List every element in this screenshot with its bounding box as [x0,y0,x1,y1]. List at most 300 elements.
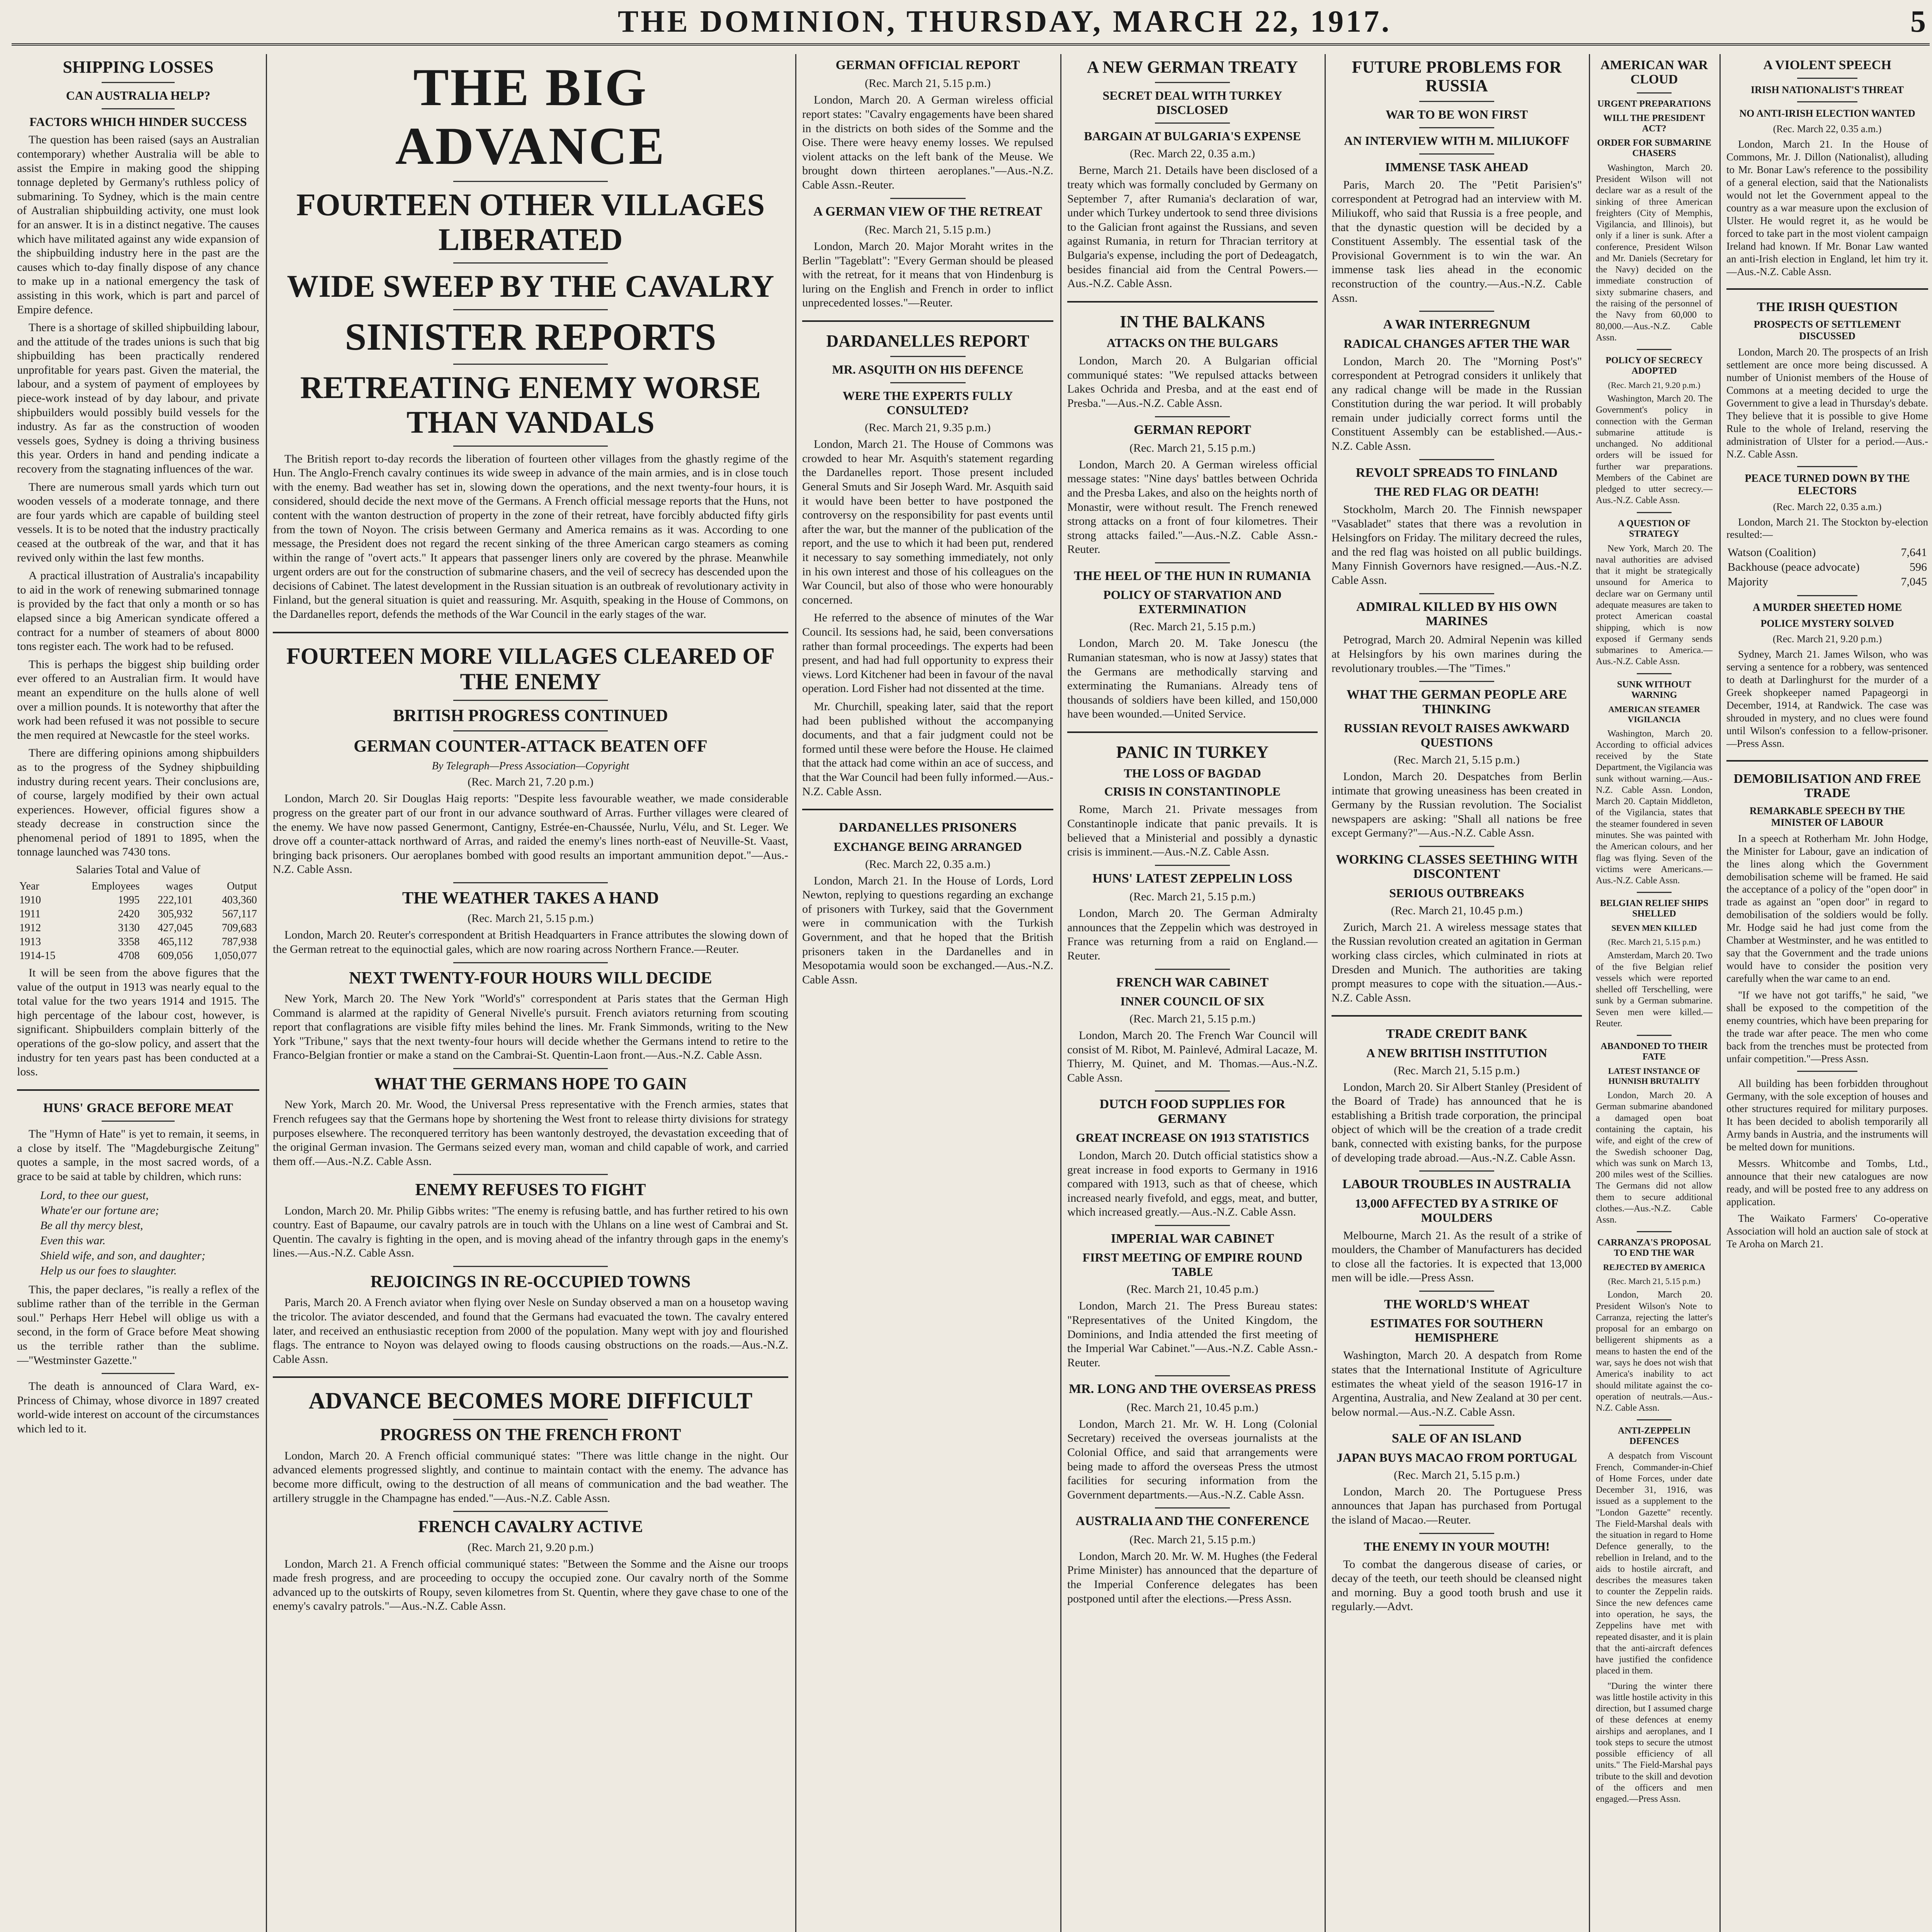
subheadline: AMERICAN STEAMER VIGILANCIA [1608,704,1700,724]
subheadline: 13,000 AFFECTED BY A STRIKE OF MOULDERS [1355,1196,1559,1225]
divider [453,1266,608,1267]
headline: HUNS' LATEST ZEPPELIN LOSS [1092,871,1293,886]
column-rule [1325,54,1326,1932]
article-paragraph: Washington, March 20. According to official advices received by the State Department, the Vigilancia was sunk without warning.—Aus.-N.Z. Cable Assn. London, March 20. Captain Middleton, of the Vigilancia, states that the steamer foundered in seven minutes. She was painted with the American colours, and her flag was flying. Seven of the victims were Americans.—Aus.-N.Z. Cable Assn. [1596,728,1713,886]
divider [453,364,608,365]
headline: A QUESTION OF STRATEGY [1617,518,1691,539]
subheadline: AN INTERVIEW WITH M. MILIUKOFF [1344,133,1570,148]
headline: SINISTER REPORTS [345,315,716,359]
dateline: (Rec. March 22, 0.35 a.m.) [865,857,991,871]
poem-line: Lord, to thee our guest, [40,1189,149,1202]
divider [1155,1375,1230,1376]
table-cell: 787,938 [222,936,257,948]
subheadline: CRISIS IN CONSTANTINOPLE [1104,784,1281,799]
result-row [1727,575,1927,589]
subheadline: POLICY OF STARVATION AND EXTERMINATION [1103,588,1282,616]
masthead-rule [12,43,1930,46]
divider [102,82,174,83]
subheadline: ESTIMATES FOR SOUTHERN HEMISPHERE [1370,1316,1543,1345]
candidate-name: Watson (Coalition) [1728,546,1816,559]
headline: IMPERIAL WAR CABINET [1111,1231,1274,1246]
table-cell: 4708 [118,950,140,962]
subheadline: REMARKABLE SPEECH BY THE MINISTER OF LABOUR [1749,805,1905,828]
article-paragraph: Rome, March 21. Private messages from Constantinople indicate that panic prevails. It is believed that a Ministerial and possibly a dynastic crisis is imminent.—Aus.-N.Z. Cable Assn. [1067,803,1318,859]
headline: AMERICAN WAR CLOUD [1600,58,1708,87]
divider [1332,1015,1582,1017]
headline: A WAR INTERREGNUM [1383,317,1531,332]
divider [1797,78,1858,79]
article-paragraph: London, March 20. Reuter's correspondent at British Headquarters in France attributes the slowing down of the German retreat to the equinoctial gales, which are now roaring across Northern France.—Reuter. [273,929,788,956]
result-row [1727,560,1927,574]
table-cell: 465,112 [158,936,193,948]
headline: A VIOLENT SPEECH [1763,58,1891,72]
article-paragraph: Washington, March 20. The Government's policy in connection with the German submarine attitude is unchanged. No additional orders will be issued for further war preparations. Members of the Cabinet are pledged to utter secrecy.—Aus.-N.Z. Cable Assn. [1596,394,1713,506]
divider [1419,681,1494,682]
divider [1637,349,1672,350]
column-german-treaty [1062,54,1323,1932]
dateline: (Rec. March 21, 5.15 p.m.) [1129,1533,1255,1546]
candidate-name: Majority [1728,575,1768,588]
divider [1155,865,1230,866]
article-paragraph: London, March 20. A French official communiqué states: "There was little change in the night. Our advanced elements progressed slightly, and continue to maintain contact with the enemy. The advance has become more difficult, owing to the destruction of all means of communication and the bad weather. The artillery struggle in the Champagne has ended."—Aus.-N.Z. Cable Assn. [273,1449,788,1505]
divider [1637,512,1672,513]
article-paragraph: London, March 21. Mr. W. H. Long (Colonial Secretary) received the overseas journalists at the Colonial Office, and said that arrangements were being made to afford the overseas Press the utmost facilities for securing information from the Government departments.—Aus.-N.Z. Cable Assn. [1067,1417,1318,1501]
table-cell: 709,683 [222,922,257,934]
article-paragraph: New York, March 20. The New York "World's" correspondent at Paris states that the German High Command is alarmed at the rapidity of General Nivelle's pursuit. French aviators returning from scouting report that conflagrations are visible fifty miles behind the lines. Mr. Frank Simmonds, writing to the New York "Tribune," says that the next twenty-four hours will decide whether the Germans intend to retire to the Franco-Belgian frontier or make a stand on the Cambrai-St. Quentin-Laon front.—Aus.-N.Z. Cable Assn. [273,992,788,1062]
poem-line: Help us our foes to slaughter. [40,1264,177,1277]
dateline: (Rec. March 21, 5.15 p.m.) [1608,1276,1701,1286]
subheadline: NO ANTI-IRISH ELECTION WANTED [1739,108,1915,119]
article-paragraph: London, March 20. Despatches from Berlin intimate that growing uneasiness has been created in Germany by the Russian revolution. The Socialist newspapers are asking: "Shall all nations be free except Germany?"—Aus.-N.Z. Cable Assn. [1332,770,1582,840]
subheadline: THE LOSS OF BAGDAD [1124,766,1261,781]
headline: SUNK WITHOUT WARNING [1617,679,1692,700]
headline: WIDE SWEEP BY THE CAVALRY [287,268,774,304]
headline: THE IRISH QUESTION [1757,299,1898,314]
divider [1419,1170,1494,1172]
page-number: 5 [1910,5,1926,39]
dateline: (Rec. March 21, 5.15 p.m.) [865,223,991,236]
dateline: (Rec. March 21, 5.15 p.m.) [468,912,594,925]
dateline: (Rec. March 21, 5.15 p.m.) [1129,441,1255,454]
table-row [17,907,259,921]
subheadline: URGENT PREPARATIONS [1597,99,1711,109]
headline: IN THE BALKANS [1120,312,1265,331]
masthead [0,0,1932,43]
divider [453,446,608,447]
divider [1155,82,1230,83]
headline: A MURDER SHEETED HOME [1752,602,1902,614]
article-paragraph: London, March 20. Mr. W. M. Hughes (the Federal Prime Minister) has announced that the departure of the Imperial Conference delegates has been postponed until after the elections.—Press Assn. [1067,1549,1318,1605]
article-paragraph: New York, March 20. The naval authorities are advised that it might be strategically unsound for America to declare war on Germany until adequate measures are taken to protect American coastal shipping, which is now exposed if Germany sends submarines to America.—Aus.-N.Z. Cable Assn. [1596,543,1713,667]
divider [1419,1425,1494,1426]
article-paragraph: In a speech at Rotherham Mr. John Hodge, the Minister for Labour, gave an indication of the lines along which the Government demobilisation scheme will be framed. He said the acceptance of a policy of the "open door" in trade as against an "open door" in regard to demobilisation of the soldiers would be folly. Mr. Hodge said he had just come from the Chamber at Westminster, and he was entitled to say that the Government and the trade unions would have to consider the position very carefully when the war came to an end. [1726,832,1928,984]
subheadline: PROGRESS ON THE FRENCH FRONT [380,1425,681,1444]
subheadline: RADICAL CHANGES AFTER THE WAR [1344,336,1570,350]
dateline: (Rec. March 21, 10.45 p.m.) [1391,904,1523,917]
divider [890,198,966,199]
subheadline: A NEW BRITISH INSTITUTION [1366,1046,1547,1060]
divider [273,632,788,633]
column-american-war-cloud-content [1590,54,1718,1932]
divider [890,382,966,383]
divider [1067,301,1318,303]
poem-line: Even this war. [40,1234,106,1247]
divider [453,1068,608,1069]
headline: CARRANZA'S PROPOSAL TO END THE WAR [1597,1238,1711,1259]
column-rule [1589,54,1590,1932]
headline: WHAT THE GERMAN PEOPLE ARE THINKING [1346,687,1567,716]
headline: THE WORLD'S WHEAT [1384,1297,1529,1311]
headline: WHAT THE GERMANS HOPE TO GAIN [374,1074,687,1093]
article-paragraph: Washington, March 20. A despatch from Rome states that the International Institute of Agriculture estimates the wheat yield of the season 1916-17 in Argentina, Australia, and New Zealand at 30 per cent. below normal.—Aus.-N.Z. Cable Assn. [1332,1349,1582,1418]
table-cell: 1910 [19,894,41,906]
table-cell: 427,045 [158,922,193,934]
copyright-credit: By Telegraph—Press Association—Copyright [432,760,629,772]
table-cell: 305,932 [158,908,193,920]
grace-poem [40,1188,259,1278]
article-paragraph: Petrograd, March 20. Admiral Nepenin was killed at Helsingfors by his own marines during the revolutionary troubles.—The "Times." [1332,633,1582,675]
table-cell: 1913 [19,936,41,948]
dateline: (Rec. March 21, 5.15 p.m.) [1394,1468,1520,1481]
summary-paragraph: The British report to-day records the liberation of fourteen other villages from the ghastly regime of the Hun. The Anglo-French cavalry continues its wide sweep in advance of the main armies, and is in close touch with the enemy. Bad weather has set in, slowing down the operations, and the next twenty-four hours, it is considered, should decide the next move of the Germans. A French official message reports that the Huns, not content with the wanton destruction of property in the zone of their retreat, have forcibly abducted fifty girls from the town of Noyon. The crisis between Germany and America remains as it was. According to one message, the President does not regard the recent sinking of the three American cargo steamers as coming within the range of "overt acts." It appears that passenger liners only are covered by the phrase. Meanwhile urgent orders are out for the construction of submarine chasers, and the veil of secrecy has descended upon the decisions of Cabinet. The latest development in the Russian situation is an outbreak of revolutionary activity in Finland, but the general situation is quiet and reassuring. Mr. Asquith, speaking in the House of Commons, on the Dardanelles report, defends the methods of the War Council in the early stages of the war. [273,452,788,621]
article-paragraph: There are differing opinions among shipbuilders as to the progress of the Sydney shipbuilding industry during recent years. Their conclusions are, of course, largely modified by their own actual experiences. However, official figures show a steady decrease in construction since the phenomenal period of 1891 to 1895, when the tonnage launched was 7430 tons. [17,747,259,859]
article-paragraph: Washington, March 20. President Wilson will not declare war as a result of the sinking of three American freighters (City of Memphis, Vigilancia, and Illinois), but only if a liner is sunk. After a conference, President Wilson and Mr. Daniels (Secretary for the Navy) decided on the immediate construction of sixty submarine chasers, and the raising of the personnel of the Navy from 60,000 to 80,000.—Aus.-N.Z. Cable Assn. [1596,163,1713,343]
dateline: (Rec. March 22, 0.35 a.m.) [1129,147,1255,160]
divider [1155,122,1230,124]
table-cell: 2420 [118,908,140,920]
subheadline: THE RED FLAG OR DEATH! [1374,485,1539,499]
divider [102,1121,174,1122]
headline: DEMOBILISATION AND FREE TRADE [1733,771,1921,801]
divider [1797,466,1858,467]
subheadline: ORDER FOR SUBMARINE CHASERS [1597,138,1711,158]
divider [1419,1291,1494,1292]
column-violent-speech [1721,54,1932,1932]
dateline: (Rec. March 21, 9.35 p.m.) [865,421,991,434]
article-paragraph: London, March 20. A German submarine abandoned a damaged open boat containing the captain, his wife, and eight of the crew of the Swedish schooner Dag, which was sunk on March 13, 200 miles west of the Scillies. The Germans did not allow them to secure additional clothes.—Aus.-N.Z. Cable Assn. [1596,1090,1713,1225]
headline: A NEW GERMAN TREATY [1087,58,1298,77]
divider [1726,760,1928,762]
article-paragraph: London, March 20. The German Admiralty announces that the Zeppelin which was destroyed in France was returning from a raid on England.—Reuter. [1067,907,1318,962]
column-rule [1060,54,1061,1932]
divider [453,262,608,264]
article-paragraph: London, March 20. M. Take Jonescu (the Rumanian statesman, who is now at Jassy) states that the Germans are methodically starving and exterminating the Rumanians. Already tens of thousands of soldiers have been killed, and 150,000 have been wounded.—United Service. [1067,637,1318,721]
divider [1155,1225,1230,1226]
article-paragraph: London, March 20. The "Morning Post's" correspondent at Petrograd considers it unlikely that any radical change will be made in the Russian Constitution during the war period. It will probably remain under judicially correct forms until the Constituent Assembly can be established.—Aus.-N.Z. Cable Assn. [1332,355,1582,453]
dateline: (Rec. March 21, 9.20 p.m.) [1772,633,1882,645]
divider [1637,673,1672,674]
headline: ANTI-ZEPPELIN DEFENCES [1617,1426,1691,1447]
column-rule [266,54,267,1932]
headline: SALE OF AN ISLAND [1392,1431,1522,1446]
table-cell: 1995 [118,894,140,906]
article-paragraph: London, March 20. The Portuguese Press announces that Japan has purchased from Portugal the island of Macao.—Reuter. [1332,1485,1582,1526]
article-paragraph: London, March 20. Dutch official statistics show a great increase in food exports to Germany in 1916 compared with 1913, such as that of cheese, which increased nearly fivefold, and eggs, meat, and butter, which increased greatly.—Aus.-N.Z. Cable Assn. [1067,1149,1318,1219]
subheadline: WAR TO BE WON FIRST [1385,107,1528,121]
article-paragraph: London, March 21. The House of Commons was crowded to hear Mr. Asquith's statement regarding the Dardanelles report. Those present included General Smuts and Sir Joseph Ward. Mr. Asquith said it would have been better to have postponed the controversy on the responsibility for past events until after the war, but the manner of the publication of the report, and the use to which it had been put, rendered it necessary to say something immediately, not only in his own interest and those of his colleagues on the War Council, but also of those who were honourably concerned. [802,438,1053,606]
divider [453,882,608,883]
headline: MR. LONG AND THE OVERSEAS PRESS [1069,1382,1316,1396]
article-paragraph: London, March 20. Sir Albert Stanley (President of the Board of Trade) has announced that he is establishing a British trade corporation, the principal object of which will be the creation of a trade credit bank, connected with existing banks, for the purpose of developing trade abroad.—Aus.-N.Z. Cable Assn. [1332,1080,1582,1164]
divider [1419,459,1494,460]
article-paragraph: It will be seen from the above figures that the value of the output in 1913 was nearly equal to the total value for the two years 1914 and 1915. The high percentage of the labour cost, however, is significant. Shipbuilders complain bitterly of the operations of the go-slow policy, and assert that the industry for ten years past has been conducted at a loss. [17,966,259,1078]
dateline: (Rec. March 21, 5.15 p.m.) [1129,1012,1255,1025]
article-paragraph: The Waikato Farmers' Co-operative Association will hold an auction sale of stock at Te Aroha on March 21. [1726,1212,1928,1250]
article-paragraph: Amsterdam, March 20. Two of the five Belgian relief vessels which were reported shelled off Terschelling, were sunk by a German submarine. Seven men were killed.—Reuter. [1596,951,1713,1029]
column-rule [795,54,796,1932]
table-header: Year [19,880,39,893]
subheadline: RUSSIAN REVOLT RAISES AWKWARD QUESTIONS [1344,721,1570,749]
headline: ADMIRAL KILLED BY HIS OWN MARINES [1356,599,1558,629]
article-paragraph: A practical illustration of Australia's incapability to aid in the work of renewing submarined tonnage is provided by the fact that only a month or so has elapsed since a big American syndicate offered a contract for a number of steamers of about 8000 tons register each. The work had to be refused. [17,569,259,653]
article-paragraph: There is a shortage of skilled shipbuilding labour, and the attitude of the trades unions is such that big shipbuilding has been practically rendered unprofitable for years past. Given the material, the labour, and a system of payment of employees by piece-work instead of by day labour, and private shipbuilders would possibly build vessels for the industry. As far as the construction of wooden vessels goes, Sydney is doing a thriving business this year. Orders in hand and pending indicate a recovery from the stagnating influences of the war. [17,321,259,476]
headline: REJOICINGS IN RE-OCCUPIED TOWNS [370,1272,691,1291]
column-russia [1326,54,1587,1932]
divider [453,962,608,963]
divider [17,1089,259,1091]
divider [1155,416,1230,417]
table-cell: 3358 [118,936,140,948]
article-paragraph: London, March 21. The Stockton by-election resulted:— [1726,516,1928,541]
table-cell: 222,101 [158,894,193,906]
subheadline: PROSPECTS OF SETTLEMENT DISCUSSED [1753,319,1901,342]
headline: PANIC IN TURKEY [1116,743,1269,762]
dateline: (Rec. March 21, 5.15 p.m.) [1394,753,1520,766]
subheadline: GERMAN COUNTER-ATTACK BEATEN OFF [354,736,707,756]
divider [1155,1090,1230,1092]
headline: DARDANELLES PRISONERS [838,820,1017,835]
article-paragraph: The death is announced of Clara Ward, ex-Princess of Chimay, whose divorce in 1897 created world-wide interest on account of the circumstances which led to it. [17,1380,259,1435]
subheadline: ATTACKS ON THE BULGARS [1107,336,1278,350]
headline: THE WEATHER TAKES A HAND [402,888,659,907]
divider [1419,1533,1494,1534]
subheadline: INNER COUNCIL OF SIX [1120,994,1265,1008]
candidate-votes: 7,045 [1901,575,1927,588]
divider [1067,731,1318,733]
dateline: (Rec. March 21, 5.15 p.m.) [1129,620,1255,633]
article-paragraph: New York, March 20. Mr. Wood, the Universal Press representative with the French armies, states that French refugees say that the Germans hope by shortening the West front to release thirty divisions for strategy purposes elsewhere. The reconquered territory has been wantonly destroyed, the devastation exceeding that of the original German invasion. The Germans seized every man, woman and child capable of work, and carried them off.—Aus.-N.Z. Cable Assn. [273,1098,788,1168]
table-cell: 1911 [19,908,41,920]
divider [453,309,608,310]
subheadline: FIRST MEETING OF EMPIRE ROUND TABLE [1082,1250,1303,1279]
divider [802,320,1053,322]
dateline: (Rec. March 21, 9.20 p.m.) [1608,380,1701,390]
subheadline: LATEST INSTANCE OF HUNNISH BRUTALITY [1608,1066,1701,1086]
divider [802,809,1053,810]
column-rule [1719,54,1721,1932]
article-paragraph: Messrs. Whitcombe and Tombs, Ltd., announce that their new catalogues are now ready, and will be posted free to any address on application. [1726,1158,1928,1208]
divider [1419,593,1494,594]
subheadline: JAPAN BUYS MACAO FROM PORTUGAL [1336,1450,1577,1464]
divider [1637,92,1672,94]
shipbuilding-table [17,879,259,963]
subheadline: WILL THE PRESIDENT ACT? [1603,113,1705,134]
newspaper-title: THE DOMINION, THURSDAY, MARCH 22, 1917. [617,5,1392,39]
headline: ABANDONED TO THEIR FATE [1600,1041,1708,1062]
table-cell: 1912 [19,922,41,934]
divider [1419,311,1494,312]
headline: ADVANCE BECOMES MORE DIFFICULT [308,1388,753,1414]
article-paragraph: Paris, March 20. The "Petit Parisien's" correspondent at Petrograd had an interview with M. Miliukoff, who said that Russia is a free people, and that the dynastic question will be decided by a Constituent Assembly. The essential task of the Provisional Government is to win the war. An immense task lies ahead in the economic reconstruction of the country.—Aus.-N.Z. Cable Assn. [1332,178,1582,304]
table-row [17,921,259,935]
candidate-votes: 596 [1910,561,1927,574]
table-header: Output [227,880,257,893]
headline: FOURTEEN OTHER VILLAGES LIBERATED [296,187,765,257]
headline: LABOUR TROUBLES IN AUSTRALIA [1342,1177,1571,1192]
table-caption: Salaries Total and Value of [76,863,201,876]
main-headline: THE BIG ADVANCE [395,58,666,175]
article-paragraph: London, March 20. The French War Council will consist of M. Ribot, M. Painlevé, Admiral Lacaze, M. Thierry, M. Quinet, and M. Thomas.—Aus.-N.Z. Cable Assn. [1067,1029,1318,1084]
election-results [1726,545,1928,590]
article-paragraph: London, March 20. Sir Douglas Haig reports: "Despite less favourable weather, we made considerable progress on the greater part of our front in our advance southward of Arras. Further villages were cleared of the enemy. We have now passed Genermont, Cantigny, Estrée-en-Chaussée, Nurlu, Vélu, and St. Leger. We drove off a counter-attack northward of Arras, and raided the enemy's lines north-east of Neuville-St. Vaast, bringing back prisoners. Our aeroplanes bombed with good results an important ammunition depot."—Aus.-N.Z. Cable Assn. [273,792,788,876]
dateline: (Rec. March 21, 5.15 p.m.) [1129,890,1255,903]
divider [1797,595,1858,596]
article-paragraph: Zurich, March 21. A wireless message states that the Russian revolution created an agitation in German working class circles, which culminated in riots at Dresden and Munich. The authorities are taking prompt measures to cope with the situation.—Aus.-N.Z. Cable Assn. [1332,920,1582,1004]
divider [453,1511,608,1512]
subheadline: SERIOUS OUTBREAKS [1389,886,1524,900]
article-paragraph: He referred to the absence of minutes of the War Council. Its sessions had, he said, been conversations rather than formal proceedings. The experts had been present, and had had full opportunity to express their views. Lord Kitchener had been in favour of the naval operation. Lord Fisher had not dissented at the time. [802,611,1053,695]
table-row [17,949,259,963]
poem-line: Be all thy mercy blest, [40,1219,143,1232]
candidate-votes: 7,641 [1901,546,1927,559]
divider [1637,892,1672,893]
subheadline: MR. ASQUITH ON HIS DEFENCE [832,362,1024,377]
article-paragraph: This, the paper declares, "is really a reflex of the sublime rather than of the terrible in the German soul." Perhaps Herr Hebel will oblige us with a second, in the form of Grace before Meat showing us the terrible rather than the sublime.—"Westminster Gazette." [17,1283,259,1367]
advertisement-headline: THE ENEMY IN YOUR MOUTH! [1364,1539,1550,1553]
table-cell: 1914-15 [19,950,56,962]
article-paragraph: London, March 20. President Wilson's Note to Carranza, rejecting the latter's proposal for an embargo on belligerent shipments as a means to hasten the end of the war, says he does not wish that America's inability to act should militate against the co-operation of neutrals.—Aus.-N.Z. Cable Assn. [1596,1290,1713,1413]
article-paragraph: Stockholm, March 20. The Finnish newspaper "Vasabladet" states that there was a revolution in Helsingfors on Friday. The military decreed the rules, and the red flag was hoisted on all public buildings. Many Finnish Governors have resigned.—Aus.-N.Z. Cable Assn. [1332,503,1582,587]
candidate-name: Backhouse (peace advocate) [1728,561,1860,574]
headline: FUTURE PROBLEMS FOR RUSSIA [1352,58,1562,95]
subheadline: IRISH NATIONALIST'S THREAT [1751,84,1904,96]
article-paragraph: London, March 20. Major Moraht writes in the Berlin "Tageblatt": "Every German should be pleased with the retreat, for it means that von Hindenburg is luring on the English and French in order to inflict unprecedented losses."—Reuter. [802,240,1053,310]
divider [1637,1035,1672,1036]
column-german-report [797,54,1059,1932]
headline: REVOLT SPREADS TO FINLAND [1355,465,1558,480]
article-paragraph: London, March 20. A German wireless official report states: "Cavalry engagements have been shared in the districts on both sides of the Somme and the Oise. There were heavy enemy losses. We repulsed violent attacks on the left bank of the Meuse. We brought down thirteen aeroplanes."—Aus.-N.Z. Cable Assn.-Reuter. [802,94,1053,191]
divider [273,1376,788,1378]
divider [1419,127,1494,128]
dateline: (Rec. March 22, 0.35 a.m.) [1773,501,1882,512]
headline: DARDANELLES REPORT [826,331,1029,350]
headline: POLICY OF SECRECY ADOPTED [1605,355,1703,376]
headline: PEACE TURNED DOWN BY THE ELECTORS [1745,472,1910,497]
divider [1419,846,1494,847]
article-paragraph: Melbourne, March 21. As the result of a strike of moulders, the Chamber of Manufacturers has decided to close all the factories. It is expected that 13,000 men will be idle.—Press Assn. [1332,1229,1582,1284]
headline: A GERMAN VIEW OF THE RETREAT [813,204,1043,219]
table-cell: 403,360 [222,894,257,906]
divider [453,700,608,701]
article-paragraph: London, March 21. In the House of Commons, Mr. J. Dillon (Nationalist), alluding to Mr. Bonar Law's reference to the possibility of a general election, said that the Nationalists would not let the Government appeal to the country as a war measure upon the exclusion of Ulster. He would regret it, as he would be forced to take part in the most violent campaign Ireland had known. If Mr. Bonar Law wanted an anti-Irish election in England, let him try it.—Aus.-N.Z. Cable Assn. [1726,138,1928,277]
headline: FRENCH CAVALRY ACTIVE [418,1517,643,1536]
divider [1726,288,1928,290]
table-cell: 1,050,077 [214,950,257,962]
dateline: (Rec. March 21, 5.15 p.m.) [1608,937,1701,947]
article-paragraph: London, March 20. A German wireless official message states: "Nine days' battles between Ochrida and the Presba Lakes, and also on the heights north of Monastir, were without result. The French renewed strong attacks on a front of four kilometres. Their strong attacks failed."—Aus.-N.Z. Cable Assn.-Reuter. [1067,458,1318,556]
divider [1155,562,1230,563]
article-paragraph: London, March 21. The Press Bureau states: "Representatives of the United Kingdom, the Dominions, and India attended the first meeting of the Imperial War Cabinet."—Aus.-N.Z. Cable Assn.-Reuter. [1067,1299,1318,1369]
advertisement-text: To combat the dangerous disease of caries, or decay of the teeth, our teeth should be cleansed night and morning. Buy a good tooth brush and use it regularly.—Advt. [1332,1558,1582,1613]
column-big-advance [267,54,794,1932]
divider [1637,1231,1672,1232]
article-paragraph: Mr. Churchill, speaking later, said that the report had been published without the accompanying documents, and that a fair judgment could not be formed until these were before the House. He claimed that the attack had come within an ace of success, and that the War Council had been fully informed.—Aus.-N.Z. Cable Assn. [802,700,1053,798]
headline: BELGIAN RELIEF SHIPS SHELLED [1600,898,1709,919]
subheadline: SECRET DEAL WITH TURKEY DISCLOSED [1102,88,1282,117]
divider [453,1174,608,1175]
article-paragraph: London, March 20. Mr. Philip Gibbs writes: "The enemy is refusing battle, and has further retired to his own country. East of Bapaume, our cavalry patrols are in touch with the Uhlans on a line west of Cambrai and St. Quentin. The cavalry is fighting in the open, and is moving ahead of the infantry through gaps in the enemy's lines.—Aus.-N.Z. Cable Assn. [273,1204,788,1260]
headline: ENEMY REFUSES TO FIGHT [415,1180,646,1199]
headline: WORKING CLASSES SEETHING WITH DISCONTENT [1336,852,1578,881]
table-row [17,893,259,907]
subheadline: GREAT INCREASE ON 1913 STATISTICS [1075,1131,1309,1145]
headline: TRADE CREDIT BANK [1386,1027,1527,1041]
table-cell: 609,056 [158,950,193,962]
divider [1637,1419,1672,1420]
divider [453,181,608,182]
column-shipping-losses [12,54,265,1932]
article-paragraph: "If we have not got tariffs," he said, "we shall be exposed to the competition of the enemy countries, which have been preparing for the trade war after peace. The men who come back from the trenches must be protected from unfair competition."—Press Assn. [1726,989,1928,1065]
headline: DUTCH FOOD SUPPLIES FOR GERMANY [1099,1097,1286,1126]
divider [453,730,608,731]
article-paragraph: Paris, March 20. A French aviator when flying over Nesle on Sunday observed a man on a housetop waving the tricolor. The aviator descended, and found that the Germans had evacuated the town. The cavalry entered later, and received an enthusiastic reception from 2000 of the population. Many wept with joy and flourished flags. The entrance to Noyon was delayed owing to floods causing obstructions on the roads.—Aus.-N.Z. Cable Assn. [273,1296,788,1366]
article-paragraph: This is perhaps the biggest ship building order ever offered to an Australian firm. It would have meant an expenditure on the hulls alone of well over a million pounds. It is noteworthy that after the work had been refused it was not possible to secure the men required at Newcastle for the steel works. [17,658,259,742]
subheadline: CAN AUSTRALIA HELP? [66,88,211,103]
dateline: (Rec. March 21, 9.20 p.m.) [468,1541,594,1554]
poem-line: Shield wife, and son, and daughter; [40,1249,206,1262]
dateline: (Rec. March 21, 7.20 p.m.) [468,776,594,789]
article-paragraph: The "Hymn of Hate" is yet to remain, it seems, in a close by itself. The "Magdeburgische Zeitung" quotes a sample, in the most sacred words, of a grace to be said at table by children, which runs: [17,1128,259,1183]
table-header: wages [166,880,193,893]
article-paragraph: A despatch from Viscount French, Commander-in-Chief of Home Forces, under date December 31, 1916, was issued as a supplement to the "London Gazette" recently. The Field-Marshal deals with the situation in regard to Home Defence generally, to the rebellion in Ireland, and to the aids to hostile aircraft, and describes the measures taken to counter the Zeppelin raids. Since the new defences came into operation, he says, the Zeppelins have met with repeated disaster, and it is plain that the anti-aircraft defences have justified the confidence placed in them. [1596,1451,1713,1676]
divider [1155,1507,1230,1509]
divider [102,1373,174,1374]
headline: NEXT TWENTY-FOUR HOURS WILL DECIDE [349,968,712,987]
headline: FRENCH WAR CABINET [1116,975,1269,990]
headline: FOURTEEN MORE VILLAGES CLEARED OF THE ENEMY [286,643,775,694]
table-row [17,935,259,949]
result-row [1727,546,1927,560]
headline: SHIPPING LOSSES [63,58,214,77]
headline: HUNS' GRACE BEFORE MEAT [43,1100,233,1115]
article-paragraph: Berne, March 21. Details have been disclosed of a treaty which was formally concluded by Germany on September 7, after Rumania's declaration of war, under which Turkey undertook to send three divisions to the Galician front against the Russians, and seven against Rumania, in return for Thracian territory at Bulgaria's expense, including the port of Dedeagatch, besides financial aid from the Central Powers.—Aus.-N.Z. Cable Assn. [1067,164,1318,290]
divider [453,1419,608,1420]
subheadline: EXCHANGE BEING ARRANGED [833,839,1022,854]
divider [890,356,966,357]
divider [102,108,174,109]
dateline: (Rec. March 21, 10.45 p.m.) [1126,1283,1259,1296]
divider [1419,101,1494,102]
subheadline: FACTORS WHICH HINDER SUCCESS [29,115,247,129]
headline: AUSTRALIA AND THE CONFERENCE [1075,1514,1310,1529]
article-paragraph: "During the winter there was little hostile activity in this direction, but I assumed charge of these defences at enemy airships and aeroplanes, and I took steps to secure the utmost possible efficiency of all units." The Field-Marshal pays tribute to the skill and devotion of the officers and men engaged.—Press Assn. [1596,1681,1713,1804]
subheadline: WERE THE EXPERTS FULLY CONSULTED? [842,389,1013,417]
article-paragraph: All building has been forbidden throughout Germany, with the sole exception of houses and other structures required for military purposes. It has been decided to abolish temporarily all Army bands in Austria, and the instruments will be melted down for munitions. [1726,1077,1928,1153]
article-paragraph: London, March 20. The prospects of an Irish settlement are once more being discussed. A number of Unionist members of the House of Commons at a meeting decided to urge the Government to give a lead in Thursday's debate. They believe that it is possible to give Home Rule to the whole of Ireland, reserving the administration of Ulster for a period.—Aus.-N.Z. Cable Assn. [1726,346,1928,460]
subheadline: BARGAIN AT BULGARIA'S EXPENSE [1084,129,1301,143]
article-paragraph: London, March 20. A Bulgarian official communiqué states: "We repulsed attacks between Lakes Ochrida and Presba, and at the east end of Presba."—Aus.-N.Z. Cable Assn. [1067,354,1318,410]
subheadline: BRITISH PROGRESS CONTINUED [393,706,668,725]
subheadline: REJECTED BY AMERICA [1603,1262,1706,1272]
divider [1155,969,1230,970]
poem-line: Whate'er our fortune are; [40,1204,159,1217]
subheadline: POLICE MYSTERY SOLVED [1760,618,1894,629]
article-paragraph: Sydney, March 21. James Wilson, who was serving a sentence for a robbery, was sentenced to death at Darlinghurst for the murder of a Greek shopkeeper named Papageorgi in December, 1914, at Randwick. The case was shrouded in mystery, and no clues were found until Wilson's confession to a fellow-prisoner.—Press Assn. [1726,648,1928,749]
table-cell: 567,117 [222,908,257,920]
headline: RETREATING ENEMY WORSE THAN VANDALS [300,370,761,440]
headline: THE HEEL OF THE HUN IN RUMANIA [1074,569,1311,583]
article-paragraph: There are numerous small yards which turn out wooden vessels of a moderate tonnage, and there are four yards which are capable of building steel vessels. It is to be noted that the industry practically ceased at the outbreak of the war, and that it has revived only within the last few months. [17,480,259,564]
